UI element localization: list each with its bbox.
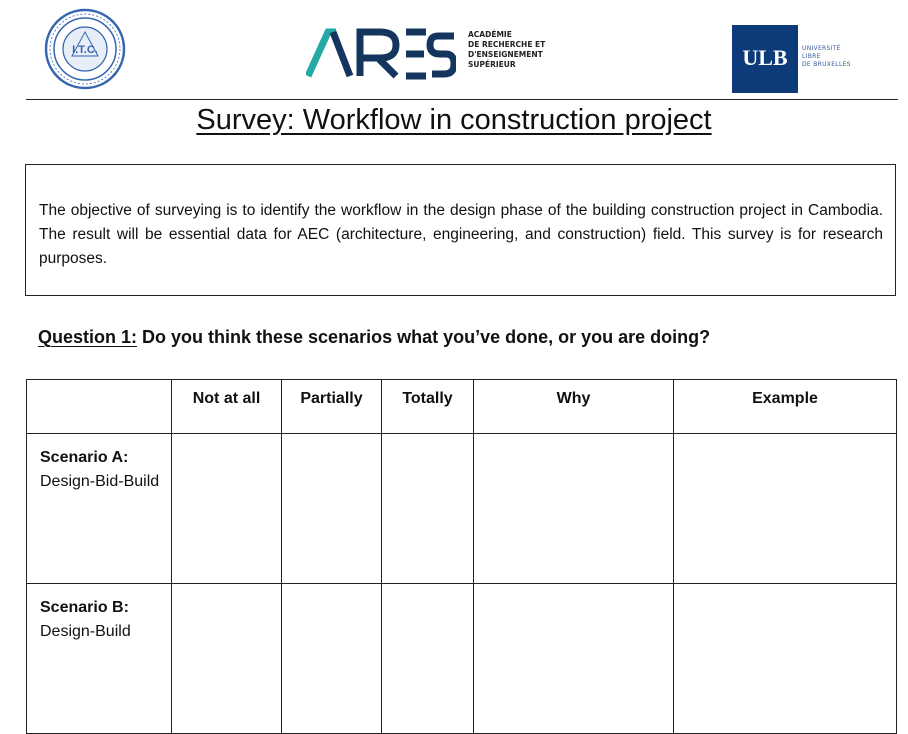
scenario-b-not-at-all-cell[interactable] (172, 584, 282, 734)
ares-subtitle: ACADÉMIE DE RECHERCHE ET D'ENSEIGNEMENT SUPÉRIEUR (468, 30, 546, 69)
ulb-subtitle: UNIVERSITÉ LIBRE DE BRUXELLES (802, 45, 851, 68)
scenario-a-why-cell[interactable] (474, 434, 674, 584)
scenario-b-why-cell[interactable] (474, 584, 674, 734)
scenario-b-example-cell[interactable] (674, 584, 897, 734)
survey-table (26, 379, 897, 734)
question-label: Question 1: (38, 327, 138, 347)
table-header-row (27, 380, 897, 434)
scenario-b-cell (27, 584, 172, 734)
scenario-a-example-cell[interactable] (674, 434, 897, 584)
scenario-b-partially-cell[interactable] (282, 584, 382, 734)
ares-logo (306, 28, 566, 80)
table-row (27, 434, 897, 584)
scenario-a-partially-cell[interactable] (282, 434, 382, 584)
document-header (0, 0, 908, 100)
scenario-a-name: Scenario A: (40, 449, 129, 466)
scenario-a-type: Design-Bid-Build (40, 473, 160, 490)
scenario-b-name: Scenario B: (40, 599, 129, 616)
svg-text:I.T.C.: I.T.C. (72, 44, 98, 56)
scenario-b-type: Design-Build (40, 623, 131, 640)
page-title: Survey: Workflow in construction project (196, 104, 712, 136)
ulb-logo-box: ULB (732, 25, 798, 93)
header-cell-why: Why (474, 380, 674, 434)
header-cell-partially: Partially (282, 380, 382, 434)
scenario-a-totally-cell[interactable] (382, 434, 474, 584)
header-cell-totally: Totally (382, 380, 474, 434)
scenario-a-cell (27, 434, 172, 584)
question-1 (38, 327, 898, 348)
objective-text: The objective of surveying is to identify the workflow in the design phase of the building construction project in Cambodia. The result will be essential data for AEC (architecture, engineering, and construction) field. This survey is for research purposes. (39, 202, 883, 267)
scenario-b-totally-cell[interactable] (382, 584, 474, 734)
scenario-a-not-at-all-cell[interactable] (172, 434, 282, 584)
question-text: Do you think these scenarios what you’ve done, or you are doing? (137, 327, 711, 347)
objective-box (25, 164, 896, 296)
header-divider (26, 99, 898, 100)
itc-seal-logo (44, 8, 126, 90)
table-row (27, 584, 897, 734)
header-cell-blank (27, 380, 172, 434)
header-cell-example: Example (674, 380, 897, 434)
ulb-logo (732, 25, 862, 95)
header-cell-not-at-all: Not at all (172, 380, 282, 434)
